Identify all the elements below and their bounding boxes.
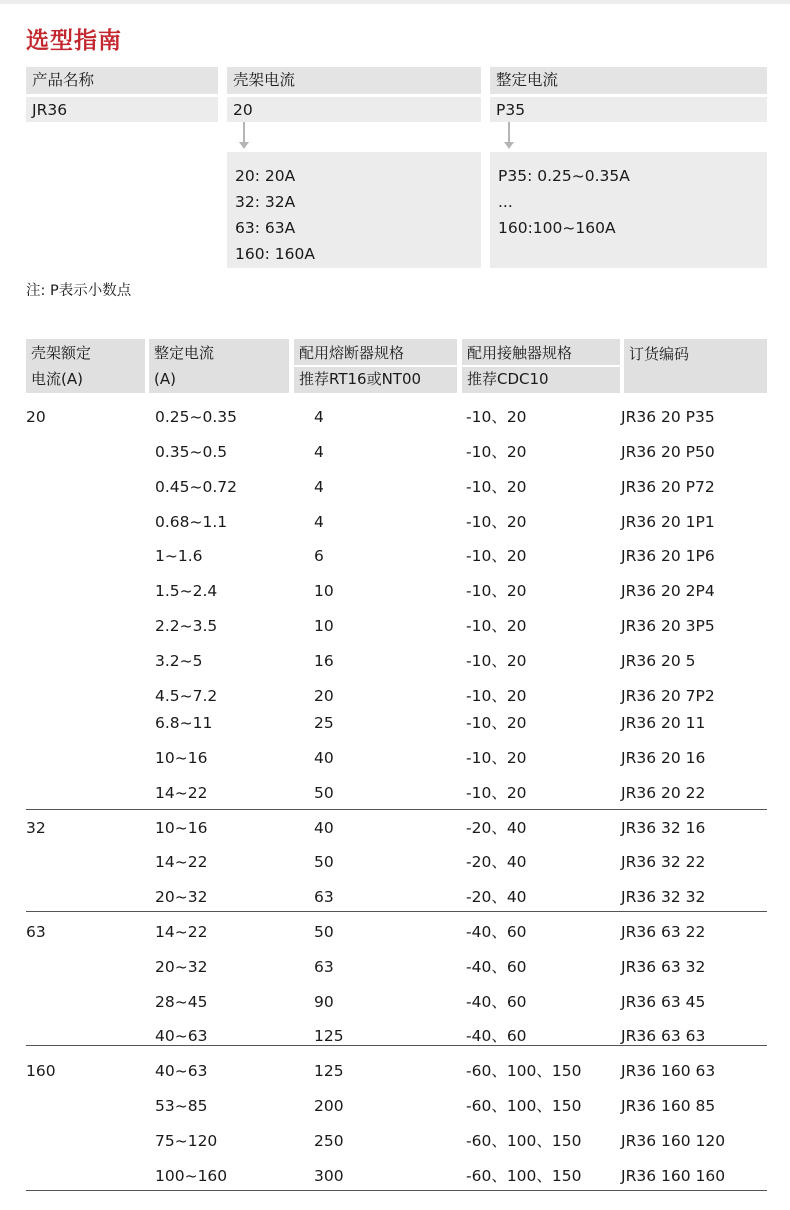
fuse-cell: 4	[314, 443, 324, 461]
contactor-cell: -10、20	[466, 652, 527, 670]
setting-cell: 1.5~2.4	[155, 582, 218, 600]
code-cell: JR36 20 P50	[621, 443, 715, 461]
contactor-cell: -20、40	[466, 888, 527, 906]
code-cell: JR36 20 P72	[621, 478, 715, 496]
setting-cell: 53~85	[155, 1097, 208, 1115]
header-setting-line1: 整定电流	[154, 344, 215, 362]
code-cell: JR36 160 120	[621, 1132, 726, 1150]
frame-current-value: 20	[227, 97, 481, 122]
frame-current-label: 壳架电流	[227, 67, 481, 94]
arrow-down-icon	[508, 122, 510, 142]
note: 注: P表示小数点	[26, 283, 132, 299]
header-frame-line2: 电流(A)	[31, 370, 83, 388]
arrow-down-icon	[243, 122, 245, 142]
fuse-cell: 40	[314, 749, 334, 767]
code-cell: JR36 20 2P4	[621, 582, 715, 600]
frame-current-cell: 20	[26, 408, 46, 426]
fuse-cell: 20	[314, 687, 334, 705]
contactor-cell: -40、60	[466, 923, 527, 941]
code-cell: JR36 20 7P2	[621, 687, 715, 705]
header-setting-line2: (A)	[154, 370, 176, 388]
setting-cell: 28~45	[155, 993, 208, 1011]
setting-cell: 20~32	[155, 958, 208, 976]
contactor-cell: -10、20	[466, 582, 527, 600]
setting-cell: 0.25~0.35	[155, 408, 238, 426]
contactor-cell: -10、20	[466, 749, 527, 767]
setting-cell: 0.68~1.1	[155, 513, 228, 531]
code-cell: JR36 32 22	[621, 853, 706, 871]
fuse-cell: 40	[314, 819, 334, 837]
fuse-cell: 4	[314, 408, 324, 426]
setting-option: 160:100~160A	[498, 219, 616, 237]
contactor-cell: -10、20	[466, 478, 527, 496]
setting-cell: 0.35~0.5	[155, 443, 228, 461]
contactor-cell: -40、60	[466, 958, 527, 976]
fuse-cell: 63	[314, 888, 334, 906]
fuse-cell: 125	[314, 1062, 344, 1080]
setting-current-value: P35	[490, 97, 767, 122]
contactor-cell: -10、20	[466, 513, 527, 531]
code-cell: JR36 20 1P1	[621, 513, 715, 531]
code-cell: JR36 20 1P6	[621, 547, 715, 565]
header-contactor-line2: 推荐CDC10	[462, 367, 620, 393]
code-cell: JR36 63 22	[621, 923, 706, 941]
code-cell: JR36 63 32	[621, 958, 706, 976]
top-divider	[0, 0, 790, 4]
fuse-cell: 50	[314, 853, 334, 871]
frame-options-box	[227, 152, 481, 268]
code-cell: JR36 63 45	[621, 993, 706, 1011]
code-cell: JR36 20 16	[621, 749, 706, 767]
setting-option: P35: 0.25~0.35A	[498, 167, 630, 185]
code-cell: JR36 20 11	[621, 714, 706, 732]
frame-option: 32: 32A	[235, 193, 296, 211]
setting-cell: 14~22	[155, 853, 208, 871]
code-cell: JR36 160 85	[621, 1097, 716, 1115]
fuse-cell: 25	[314, 714, 334, 732]
contactor-cell: -10、20	[466, 408, 527, 426]
setting-cell: 75~120	[155, 1132, 218, 1150]
contactor-cell: -60、100、150	[466, 1097, 582, 1115]
contactor-cell: -10、20	[466, 443, 527, 461]
contactor-cell: -10、20	[466, 547, 527, 565]
setting-cell: 14~22	[155, 923, 208, 941]
group-divider	[26, 911, 767, 912]
product-name-value: JR36	[26, 97, 218, 122]
header-setting-current	[149, 339, 289, 393]
setting-cell: 100~160	[155, 1167, 228, 1185]
contactor-cell: -10、20	[466, 617, 527, 635]
setting-cell: 40~63	[155, 1062, 208, 1080]
header-order-code: 订货编码	[624, 339, 767, 393]
setting-options-box	[490, 152, 767, 268]
fuse-cell: 4	[314, 513, 324, 531]
frame-current-cell: 32	[26, 819, 46, 837]
setting-cell: 6.8~11	[155, 714, 213, 732]
frame-current-cell: 63	[26, 923, 46, 941]
contactor-cell: -60、100、150	[466, 1132, 582, 1150]
contactor-cell: -60、100、150	[466, 1167, 582, 1185]
code-cell: JR36 32 32	[621, 888, 706, 906]
fuse-cell: 125	[314, 1027, 344, 1045]
group-divider	[26, 809, 767, 810]
contactor-cell: -60、100、150	[466, 1062, 582, 1080]
setting-option: ...	[498, 193, 513, 211]
setting-cell: 4.5~7.2	[155, 687, 218, 705]
arrow-head-icon	[239, 142, 249, 149]
product-name-label: 产品名称	[26, 67, 218, 94]
frame-option: 63: 63A	[235, 219, 296, 237]
fuse-cell: 63	[314, 958, 334, 976]
code-cell: JR36 20 3P5	[621, 617, 715, 635]
page-title: 选型指南	[26, 28, 122, 54]
header-fuse-line2: 推荐RT16或NT00	[294, 367, 457, 393]
contactor-cell: -10、20	[466, 784, 527, 802]
frame-option: 160: 160A	[235, 245, 315, 263]
setting-cell: 3.2~5	[155, 652, 203, 670]
fuse-cell: 10	[314, 617, 334, 635]
frame-current-cell: 160	[26, 1062, 56, 1080]
header-frame-line1: 壳架额定	[31, 344, 92, 362]
setting-cell: 0.45~0.72	[155, 478, 238, 496]
frame-option: 20: 20A	[235, 167, 296, 185]
fuse-cell: 250	[314, 1132, 344, 1150]
header-fuse-line1: 配用熔断器规格	[294, 339, 457, 365]
code-cell: JR36 63 63	[621, 1027, 706, 1045]
header-contactor-line1: 配用接触器规格	[462, 339, 620, 365]
code-cell: JR36 20 22	[621, 784, 706, 802]
setting-current-label: 整定电流	[490, 67, 767, 94]
contactor-cell: -40、60	[466, 993, 527, 1011]
contactor-cell: -10、20	[466, 714, 527, 732]
code-cell: JR36 160 160	[621, 1167, 726, 1185]
fuse-cell: 4	[314, 478, 324, 496]
code-cell: JR36 160 63	[621, 1062, 716, 1080]
group-divider	[26, 1045, 767, 1046]
fuse-cell: 200	[314, 1097, 344, 1115]
contactor-cell: -20、40	[466, 853, 527, 871]
group-divider	[26, 1190, 767, 1191]
arrow-head-icon	[504, 142, 514, 149]
header-frame-current	[26, 339, 145, 393]
contactor-cell: -40、60	[466, 1027, 527, 1045]
code-cell: JR36 20 P35	[621, 408, 715, 426]
setting-cell: 2.2~3.5	[155, 617, 218, 635]
fuse-cell: 50	[314, 784, 334, 802]
code-cell: JR36 32 16	[621, 819, 706, 837]
fuse-cell: 50	[314, 923, 334, 941]
fuse-cell: 6	[314, 547, 324, 565]
contactor-cell: -20、40	[466, 819, 527, 837]
setting-cell: 10~16	[155, 819, 208, 837]
code-cell: JR36 20 5	[621, 652, 696, 670]
fuse-cell: 16	[314, 652, 334, 670]
fuse-cell: 10	[314, 582, 334, 600]
fuse-cell: 300	[314, 1167, 344, 1185]
setting-cell: 1~1.6	[155, 547, 203, 565]
fuse-cell: 90	[314, 993, 334, 1011]
setting-cell: 40~63	[155, 1027, 208, 1045]
setting-cell: 20~32	[155, 888, 208, 906]
setting-cell: 14~22	[155, 784, 208, 802]
setting-cell: 10~16	[155, 749, 208, 767]
contactor-cell: -10、20	[466, 687, 527, 705]
